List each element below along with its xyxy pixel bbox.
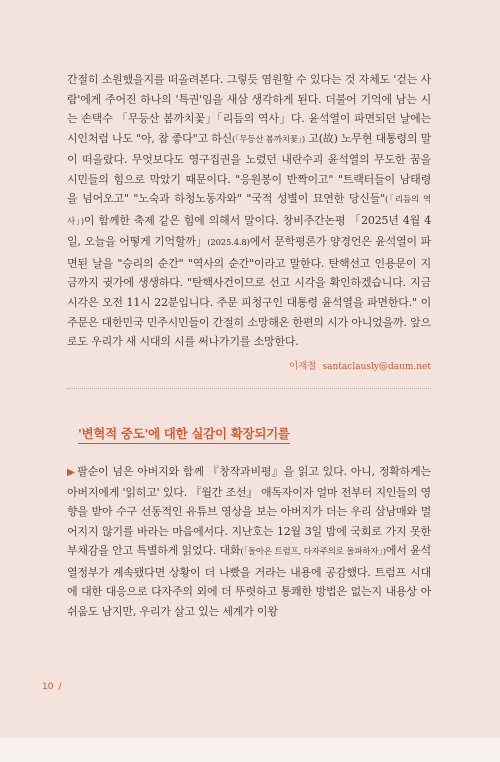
text-run: 에서 윤석열정부가 계속됐다면 상황이 더 나빴을 거라는 내용에 공감했다. 트럼프 시대에 대한 대응으로 다자주의 외에 더 뚜렷하고 통쾌한 방법은 없는지 내용상 아쉬움도 남지만, 우리가 살고 있는 세계가 이왕 <box>67 544 431 618</box>
citation-small: (「무등산 봄까치꽃」) <box>232 134 305 145</box>
text-run: 고(故) 노무현 대통령의 말이 떠올랐다. 무엇보다도 영구집권을 노렸던 내란수괴 윤석열의 무도한 꿈을 시민들의 힘으로 막았기 때문이다. "응원봉이 반짝이고" "트랙터들이 남태령을 넘어오고" "노숙과 하청노동자와" "국적 성별이 묘연한 당신들" <box>67 131 431 206</box>
text-run: 간절히 소원했을지를 떠올려본다. 그렇듯 염원할 수 있다는 것 자체도 '걷는 사람'에게 주어진 하나의 '특권'임을 새삼 생각하게 된다. 더불어 기억에 남는 시는 손택수 「무등산 봄까치꽃」「리듬의 역사」다. 윤석열이 파면되던 날에는 시인처럼 나도 "아, 참 좋다"고 하신 <box>67 73 431 145</box>
citation-small: (「리듬의 역사」) <box>67 195 431 227</box>
author-signature <box>67 358 431 372</box>
text-run: 팔순이 넘은 아버지와 함께 『창작과비평』을 읽고 있다. 아니, 정확하게는 아버지에게 '읽히고' 있다. 『월간 조선』 애독자이자 얼마 전부터 지인들의 영향을 받아 수구 선동적인 유튜브 영상을 보는 아버지가 더는 우리 삼남매와 멀어지지 않기를 바라는 마음에서다. 지난호는 12월 3일 밤에 국회로 가지 못한 부채감을 안고 특별하게 읽었다. 대화 <box>67 465 431 558</box>
author-name: 이재철 <box>288 361 317 372</box>
citation-small: (2025.4.8) <box>207 238 250 249</box>
page-bottom-margin <box>0 738 500 762</box>
section-heading: '변혁적 중도'에 대한 실감이 확장되기를 <box>78 424 290 444</box>
page-number-separator: / <box>58 682 62 692</box>
section-body <box>67 462 431 621</box>
article-paragraph <box>67 70 431 352</box>
section-paragraph <box>67 462 431 621</box>
text-run: 이 함께한 축제 같은 힘에 의해서 말이다. 창비주간논평 「2025년 4월 4일, 오늘을 어떻게 기억할까」 <box>67 213 432 249</box>
page-number-value: 10 <box>42 682 54 692</box>
citation-small: (「돌아온 트럼프, 다자주의로 돌파하자」) <box>240 547 386 558</box>
section-divider <box>67 388 431 389</box>
triangle-marker-icon: ▶ <box>67 467 76 478</box>
author-email: santaclausly@daum.net <box>322 362 431 372</box>
article-body <box>67 70 431 352</box>
text-run: 에서 문학평론가 양경언은 윤석열이 파면된 날을 "승리의 순간" "역사의 순간"이라고 말한다. 탄핵선고 인용문이 지금까지 귓가에 생생하다. "탄핵사건이므로 선고 시각을 확인하겠습니다. 지금 시각은 오전 11시 22분입니다. 주문 피청구인 대통령 윤석열을 파면한다." 이 주문은 대한민국 민주시민들이 간절히 소망해온 한편의 시가 아니었을까. 앞으로도 우리가 새 시대의 시를 써나가기를 소망한다. <box>67 235 431 349</box>
page-number <box>42 682 62 692</box>
